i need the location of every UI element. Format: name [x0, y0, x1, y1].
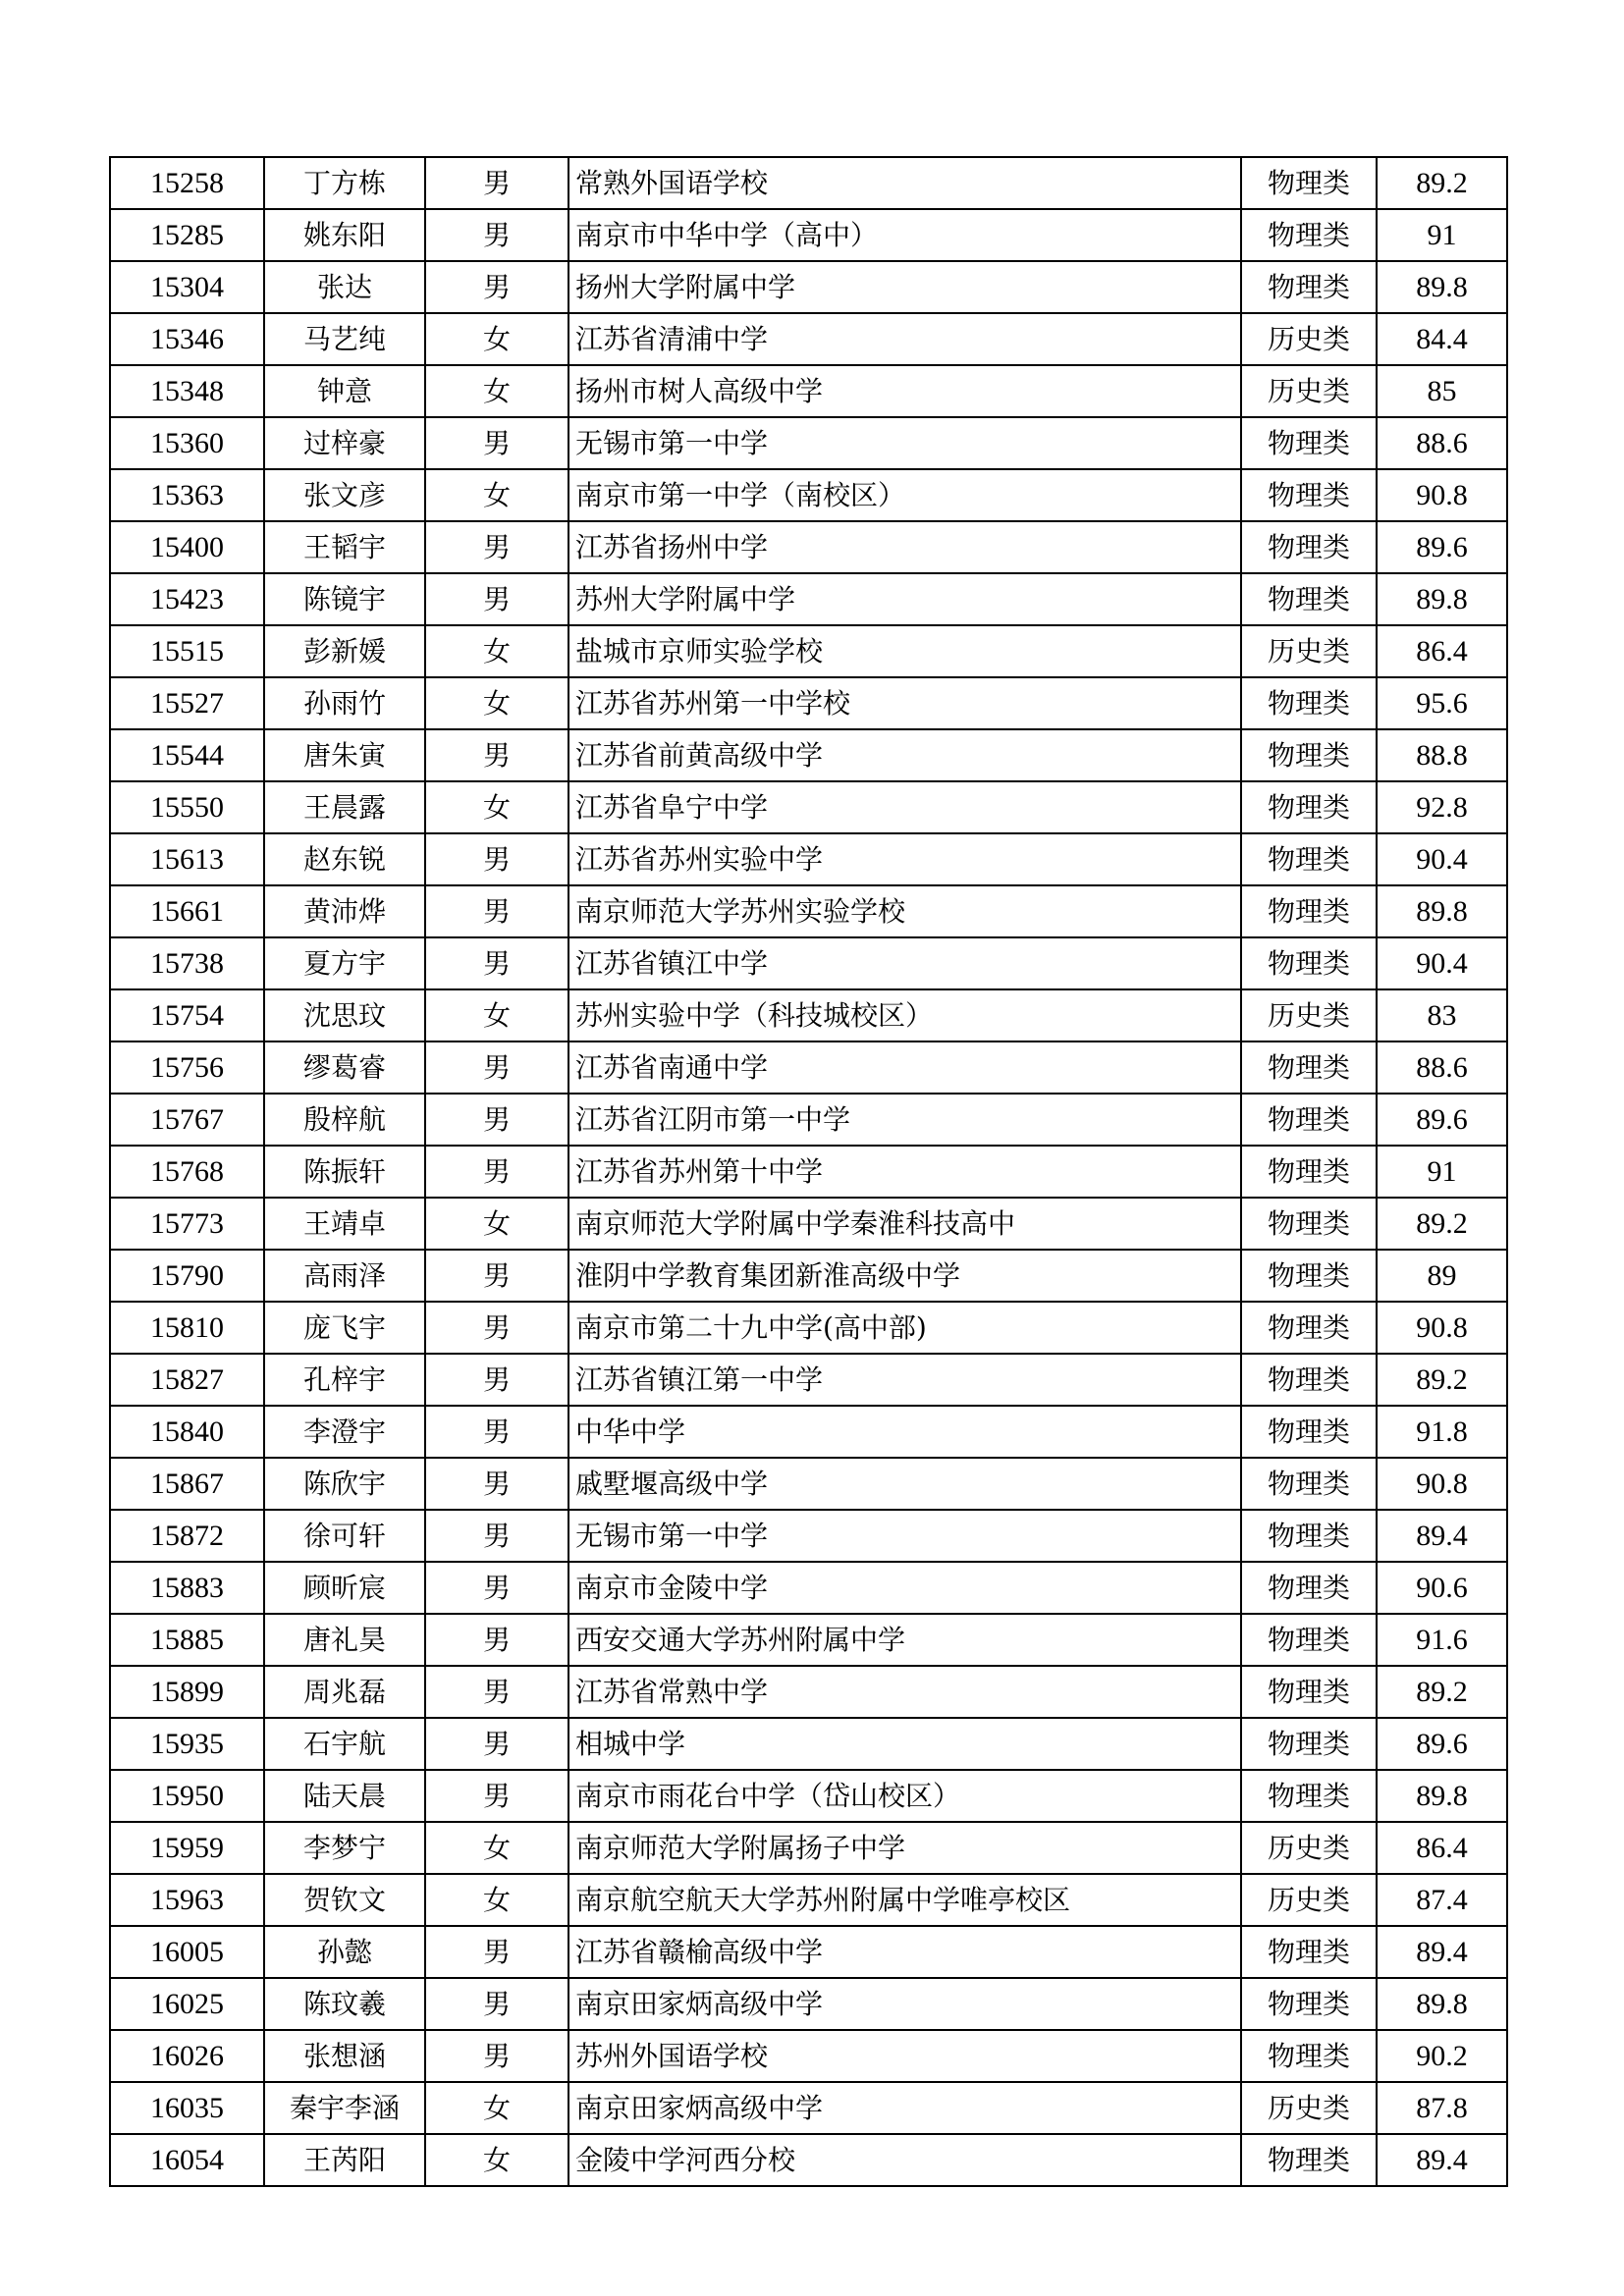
subject-track-cell: 物理类 — [1241, 1718, 1377, 1770]
score-cell: 86.4 — [1377, 625, 1507, 677]
student-name-cell: 张文彦 — [264, 469, 425, 521]
school-cell: 南京师范大学附属扬子中学 — [568, 1822, 1241, 1874]
school-cell: 南京航空航天大学苏州附属中学唯亭校区 — [568, 1874, 1241, 1926]
table-row — [110, 1926, 1507, 1978]
school-cell: 南京市雨花台中学（岱山校区） — [568, 1770, 1241, 1822]
exam-id-cell: 15840 — [110, 1406, 264, 1458]
school-cell: 常熟外国语学校 — [568, 157, 1241, 209]
gender-cell: 女 — [425, 2082, 568, 2134]
student-name-cell: 陆天晨 — [264, 1770, 425, 1822]
school-cell: 江苏省阜宁中学 — [568, 781, 1241, 833]
student-roster-table — [109, 156, 1508, 2187]
school-cell: 无锡市第一中学 — [568, 417, 1241, 469]
score-cell: 89.2 — [1377, 1198, 1507, 1250]
student-name-cell: 高雨泽 — [264, 1250, 425, 1302]
table-row — [110, 1822, 1507, 1874]
school-cell: 江苏省扬州中学 — [568, 521, 1241, 573]
gender-cell: 女 — [425, 1198, 568, 1250]
student-name-cell: 孙雨竹 — [264, 677, 425, 729]
gender-cell: 女 — [425, 781, 568, 833]
school-cell: 金陵中学河西分校 — [568, 2134, 1241, 2186]
school-cell: 江苏省常熟中学 — [568, 1666, 1241, 1718]
subject-track-cell: 历史类 — [1241, 2082, 1377, 2134]
score-cell: 83 — [1377, 989, 1507, 1041]
student-name-cell: 彭新媛 — [264, 625, 425, 677]
table-row — [110, 209, 1507, 261]
table-row — [110, 885, 1507, 937]
table-row — [110, 1146, 1507, 1198]
score-cell: 87.4 — [1377, 1874, 1507, 1926]
subject-track-cell: 物理类 — [1241, 1562, 1377, 1614]
school-cell: 南京市第一中学（南校区） — [568, 469, 1241, 521]
table-row — [110, 1458, 1507, 1510]
student-name-cell: 王韬宇 — [264, 521, 425, 573]
gender-cell: 男 — [425, 1562, 568, 1614]
gender-cell: 男 — [425, 1406, 568, 1458]
exam-id-cell: 15963 — [110, 1874, 264, 1926]
score-cell: 89.8 — [1377, 1770, 1507, 1822]
subject-track-cell: 历史类 — [1241, 1874, 1377, 1926]
gender-cell: 男 — [425, 157, 568, 209]
student-name-cell: 周兆磊 — [264, 1666, 425, 1718]
student-name-cell: 王靖卓 — [264, 1198, 425, 1250]
gender-cell: 女 — [425, 625, 568, 677]
subject-track-cell: 物理类 — [1241, 2030, 1377, 2082]
school-cell: 江苏省苏州第十中学 — [568, 1146, 1241, 1198]
gender-cell: 男 — [425, 1614, 568, 1666]
subject-track-cell: 历史类 — [1241, 1822, 1377, 1874]
table-row — [110, 1614, 1507, 1666]
school-cell: 江苏省前黄高级中学 — [568, 729, 1241, 781]
school-cell: 淮阴中学教育集团新淮高级中学 — [568, 1250, 1241, 1302]
score-cell: 88.6 — [1377, 1041, 1507, 1094]
student-name-cell: 唐礼昊 — [264, 1614, 425, 1666]
gender-cell: 男 — [425, 2030, 568, 2082]
exam-id-cell: 15867 — [110, 1458, 264, 1510]
table-row — [110, 781, 1507, 833]
student-name-cell: 黄沛烨 — [264, 885, 425, 937]
school-cell: 江苏省南通中学 — [568, 1041, 1241, 1094]
exam-id-cell: 15400 — [110, 521, 264, 573]
school-cell: 苏州实验中学（科技城校区） — [568, 989, 1241, 1041]
exam-id-cell: 15550 — [110, 781, 264, 833]
subject-track-cell: 物理类 — [1241, 937, 1377, 989]
exam-id-cell: 15883 — [110, 1562, 264, 1614]
gender-cell: 女 — [425, 989, 568, 1041]
table-row — [110, 1354, 1507, 1406]
score-cell: 90.4 — [1377, 833, 1507, 885]
roster-body — [110, 157, 1507, 2186]
school-cell: 南京田家炳高级中学 — [568, 1978, 1241, 2030]
table-row — [110, 1406, 1507, 1458]
student-name-cell: 孙懿 — [264, 1926, 425, 1978]
school-cell: 江苏省镇江第一中学 — [568, 1354, 1241, 1406]
subject-track-cell: 物理类 — [1241, 261, 1377, 313]
score-cell: 90.4 — [1377, 937, 1507, 989]
gender-cell: 男 — [425, 1770, 568, 1822]
table-row — [110, 1302, 1507, 1354]
gender-cell: 男 — [425, 261, 568, 313]
exam-id-cell: 15827 — [110, 1354, 264, 1406]
table-row — [110, 1041, 1507, 1094]
table-row — [110, 625, 1507, 677]
score-cell: 92.8 — [1377, 781, 1507, 833]
subject-track-cell: 物理类 — [1241, 1354, 1377, 1406]
gender-cell: 女 — [425, 313, 568, 365]
subject-track-cell: 历史类 — [1241, 313, 1377, 365]
exam-id-cell: 15899 — [110, 1666, 264, 1718]
student-name-cell: 陈镜宇 — [264, 573, 425, 625]
table-row — [110, 469, 1507, 521]
subject-track-cell: 物理类 — [1241, 1094, 1377, 1146]
score-cell: 89.8 — [1377, 573, 1507, 625]
gender-cell: 男 — [425, 885, 568, 937]
student-name-cell: 赵东锐 — [264, 833, 425, 885]
gender-cell: 男 — [425, 1250, 568, 1302]
subject-track-cell: 物理类 — [1241, 1041, 1377, 1094]
gender-cell: 女 — [425, 469, 568, 521]
score-cell: 89 — [1377, 1250, 1507, 1302]
table-row — [110, 729, 1507, 781]
gender-cell: 男 — [425, 1718, 568, 1770]
subject-track-cell: 物理类 — [1241, 1614, 1377, 1666]
gender-cell: 男 — [425, 1510, 568, 1562]
score-cell: 91.8 — [1377, 1406, 1507, 1458]
student-name-cell: 过梓豪 — [264, 417, 425, 469]
school-cell: 无锡市第一中学 — [568, 1510, 1241, 1562]
school-cell: 江苏省镇江中学 — [568, 937, 1241, 989]
exam-id-cell: 15515 — [110, 625, 264, 677]
student-name-cell: 张想涵 — [264, 2030, 425, 2082]
score-cell: 89.4 — [1377, 2134, 1507, 2186]
exam-id-cell: 15959 — [110, 1822, 264, 1874]
score-cell: 89.6 — [1377, 521, 1507, 573]
school-cell: 盐城市京师实验学校 — [568, 625, 1241, 677]
table-row — [110, 1562, 1507, 1614]
student-name-cell: 庞飞宇 — [264, 1302, 425, 1354]
gender-cell: 男 — [425, 1302, 568, 1354]
student-name-cell: 张达 — [264, 261, 425, 313]
student-name-cell: 沈思玟 — [264, 989, 425, 1041]
score-cell: 90.8 — [1377, 469, 1507, 521]
exam-id-cell: 15304 — [110, 261, 264, 313]
exam-id-cell: 15935 — [110, 1718, 264, 1770]
exam-id-cell: 15258 — [110, 157, 264, 209]
student-name-cell: 陈欣宇 — [264, 1458, 425, 1510]
exam-id-cell: 15661 — [110, 885, 264, 937]
student-name-cell: 唐朱寅 — [264, 729, 425, 781]
gender-cell: 男 — [425, 729, 568, 781]
table-row — [110, 313, 1507, 365]
school-cell: 江苏省苏州实验中学 — [568, 833, 1241, 885]
student-name-cell: 陈振轩 — [264, 1146, 425, 1198]
school-cell: 南京师范大学苏州实验学校 — [568, 885, 1241, 937]
exam-id-cell: 15950 — [110, 1770, 264, 1822]
table-row — [110, 1250, 1507, 1302]
subject-track-cell: 物理类 — [1241, 677, 1377, 729]
student-name-cell: 陈玟羲 — [264, 1978, 425, 2030]
score-cell: 89.2 — [1377, 1354, 1507, 1406]
score-cell: 89.4 — [1377, 1926, 1507, 1978]
table-row — [110, 2134, 1507, 2186]
student-name-cell: 顾昕宸 — [264, 1562, 425, 1614]
subject-track-cell: 物理类 — [1241, 157, 1377, 209]
table-row — [110, 417, 1507, 469]
gender-cell: 男 — [425, 1354, 568, 1406]
exam-id-cell: 16026 — [110, 2030, 264, 2082]
exam-id-cell: 15544 — [110, 729, 264, 781]
score-cell: 88.8 — [1377, 729, 1507, 781]
exam-id-cell: 16035 — [110, 2082, 264, 2134]
exam-id-cell: 15348 — [110, 365, 264, 417]
table-row — [110, 573, 1507, 625]
subject-track-cell: 历史类 — [1241, 625, 1377, 677]
table-row — [110, 521, 1507, 573]
student-name-cell: 李澄宇 — [264, 1406, 425, 1458]
table-row — [110, 677, 1507, 729]
table-row — [110, 1094, 1507, 1146]
student-name-cell: 夏方宇 — [264, 937, 425, 989]
score-cell: 84.4 — [1377, 313, 1507, 365]
score-cell: 89.6 — [1377, 1718, 1507, 1770]
exam-id-cell: 15613 — [110, 833, 264, 885]
school-cell: 江苏省赣榆高级中学 — [568, 1926, 1241, 1978]
subject-track-cell: 物理类 — [1241, 1406, 1377, 1458]
gender-cell: 男 — [425, 1458, 568, 1510]
table-row — [110, 261, 1507, 313]
school-cell: 扬州市树人高级中学 — [568, 365, 1241, 417]
exam-id-cell: 15285 — [110, 209, 264, 261]
student-name-cell: 秦宇李涵 — [264, 2082, 425, 2134]
exam-id-cell: 15756 — [110, 1041, 264, 1094]
gender-cell: 女 — [425, 1822, 568, 1874]
score-cell: 87.8 — [1377, 2082, 1507, 2134]
gender-cell: 男 — [425, 833, 568, 885]
table-row — [110, 1198, 1507, 1250]
subject-track-cell: 物理类 — [1241, 521, 1377, 573]
gender-cell: 男 — [425, 1926, 568, 1978]
table-row — [110, 1770, 1507, 1822]
score-cell: 91 — [1377, 209, 1507, 261]
student-name-cell: 徐可轩 — [264, 1510, 425, 1562]
exam-id-cell: 15423 — [110, 573, 264, 625]
table-row — [110, 1718, 1507, 1770]
school-cell: 西安交通大学苏州附属中学 — [568, 1614, 1241, 1666]
subject-track-cell: 物理类 — [1241, 781, 1377, 833]
gender-cell: 男 — [425, 209, 568, 261]
exam-id-cell: 15754 — [110, 989, 264, 1041]
gender-cell: 男 — [425, 937, 568, 989]
student-name-cell: 钟意 — [264, 365, 425, 417]
school-cell: 南京市中华中学（高中） — [568, 209, 1241, 261]
table-row — [110, 833, 1507, 885]
school-cell: 南京市第二十九中学(高中部) — [568, 1302, 1241, 1354]
school-cell: 江苏省苏州第一中学校 — [568, 677, 1241, 729]
gender-cell: 男 — [425, 1094, 568, 1146]
gender-cell: 男 — [425, 521, 568, 573]
score-cell: 89.2 — [1377, 157, 1507, 209]
table-row — [110, 157, 1507, 209]
score-cell: 89.8 — [1377, 1978, 1507, 2030]
exam-id-cell: 15346 — [110, 313, 264, 365]
exam-id-cell: 16054 — [110, 2134, 264, 2186]
exam-id-cell: 15767 — [110, 1094, 264, 1146]
school-cell: 苏州大学附属中学 — [568, 573, 1241, 625]
score-cell: 90.2 — [1377, 2030, 1507, 2082]
score-cell: 86.4 — [1377, 1822, 1507, 1874]
subject-track-cell: 物理类 — [1241, 1510, 1377, 1562]
exam-id-cell: 15360 — [110, 417, 264, 469]
exam-id-cell: 16025 — [110, 1978, 264, 2030]
table-row — [110, 1874, 1507, 1926]
subject-track-cell: 物理类 — [1241, 1146, 1377, 1198]
subject-track-cell: 物理类 — [1241, 1302, 1377, 1354]
school-cell: 相城中学 — [568, 1718, 1241, 1770]
student-name-cell: 缪葛睿 — [264, 1041, 425, 1094]
gender-cell: 男 — [425, 1146, 568, 1198]
table-row — [110, 1666, 1507, 1718]
exam-id-cell: 15738 — [110, 937, 264, 989]
school-cell: 南京师范大学附属中学秦淮科技高中 — [568, 1198, 1241, 1250]
score-cell: 91 — [1377, 1146, 1507, 1198]
table-row — [110, 937, 1507, 989]
student-name-cell: 石宇航 — [264, 1718, 425, 1770]
school-cell: 江苏省清浦中学 — [568, 313, 1241, 365]
exam-id-cell: 15527 — [110, 677, 264, 729]
score-cell: 88.6 — [1377, 417, 1507, 469]
table-row — [110, 1510, 1507, 1562]
school-cell: 中华中学 — [568, 1406, 1241, 1458]
student-name-cell: 王芮阳 — [264, 2134, 425, 2186]
exam-id-cell: 15363 — [110, 469, 264, 521]
table-row — [110, 1978, 1507, 2030]
gender-cell: 男 — [425, 1041, 568, 1094]
gender-cell: 男 — [425, 1666, 568, 1718]
exam-id-cell: 15768 — [110, 1146, 264, 1198]
school-cell: 戚墅堰高级中学 — [568, 1458, 1241, 1510]
subject-track-cell: 物理类 — [1241, 1978, 1377, 2030]
subject-track-cell: 历史类 — [1241, 989, 1377, 1041]
student-name-cell: 马艺纯 — [264, 313, 425, 365]
student-name-cell: 姚东阳 — [264, 209, 425, 261]
subject-track-cell: 物理类 — [1241, 1770, 1377, 1822]
subject-track-cell: 物理类 — [1241, 417, 1377, 469]
table-row — [110, 2082, 1507, 2134]
table-row — [110, 2030, 1507, 2082]
subject-track-cell: 物理类 — [1241, 2134, 1377, 2186]
gender-cell: 女 — [425, 2134, 568, 2186]
subject-track-cell: 历史类 — [1241, 365, 1377, 417]
score-cell: 85 — [1377, 365, 1507, 417]
subject-track-cell: 物理类 — [1241, 885, 1377, 937]
subject-track-cell: 物理类 — [1241, 833, 1377, 885]
gender-cell: 男 — [425, 417, 568, 469]
gender-cell: 男 — [425, 1978, 568, 2030]
school-cell: 南京田家炳高级中学 — [568, 2082, 1241, 2134]
gender-cell: 男 — [425, 573, 568, 625]
table-row — [110, 989, 1507, 1041]
exam-id-cell: 15872 — [110, 1510, 264, 1562]
score-cell: 91.6 — [1377, 1614, 1507, 1666]
subject-track-cell: 物理类 — [1241, 729, 1377, 781]
student-name-cell: 丁方栋 — [264, 157, 425, 209]
score-cell: 89.2 — [1377, 1666, 1507, 1718]
score-cell: 90.8 — [1377, 1302, 1507, 1354]
score-cell: 90.6 — [1377, 1562, 1507, 1614]
score-cell: 89.6 — [1377, 1094, 1507, 1146]
student-name-cell: 殷梓航 — [264, 1094, 425, 1146]
exam-id-cell: 15810 — [110, 1302, 264, 1354]
gender-cell: 女 — [425, 1874, 568, 1926]
school-cell: 苏州外国语学校 — [568, 2030, 1241, 2082]
score-cell: 95.6 — [1377, 677, 1507, 729]
student-name-cell: 王晨露 — [264, 781, 425, 833]
table-row — [110, 365, 1507, 417]
subject-track-cell: 物理类 — [1241, 1250, 1377, 1302]
subject-track-cell: 物理类 — [1241, 469, 1377, 521]
gender-cell: 女 — [425, 677, 568, 729]
exam-id-cell: 16005 — [110, 1926, 264, 1978]
school-cell: 江苏省江阴市第一中学 — [568, 1094, 1241, 1146]
subject-track-cell: 物理类 — [1241, 1458, 1377, 1510]
student-name-cell: 贺钦文 — [264, 1874, 425, 1926]
exam-id-cell: 15790 — [110, 1250, 264, 1302]
score-cell: 89.4 — [1377, 1510, 1507, 1562]
school-cell: 扬州大学附属中学 — [568, 261, 1241, 313]
subject-track-cell: 物理类 — [1241, 573, 1377, 625]
score-cell: 89.8 — [1377, 885, 1507, 937]
school-cell: 南京市金陵中学 — [568, 1562, 1241, 1614]
student-name-cell: 孔梓宇 — [264, 1354, 425, 1406]
exam-id-cell: 15885 — [110, 1614, 264, 1666]
score-cell: 90.8 — [1377, 1458, 1507, 1510]
subject-track-cell: 物理类 — [1241, 1926, 1377, 1978]
subject-track-cell: 物理类 — [1241, 209, 1377, 261]
subject-track-cell: 物理类 — [1241, 1666, 1377, 1718]
exam-id-cell: 15773 — [110, 1198, 264, 1250]
gender-cell: 女 — [425, 365, 568, 417]
subject-track-cell: 物理类 — [1241, 1198, 1377, 1250]
student-name-cell: 李梦宁 — [264, 1822, 425, 1874]
score-cell: 89.8 — [1377, 261, 1507, 313]
